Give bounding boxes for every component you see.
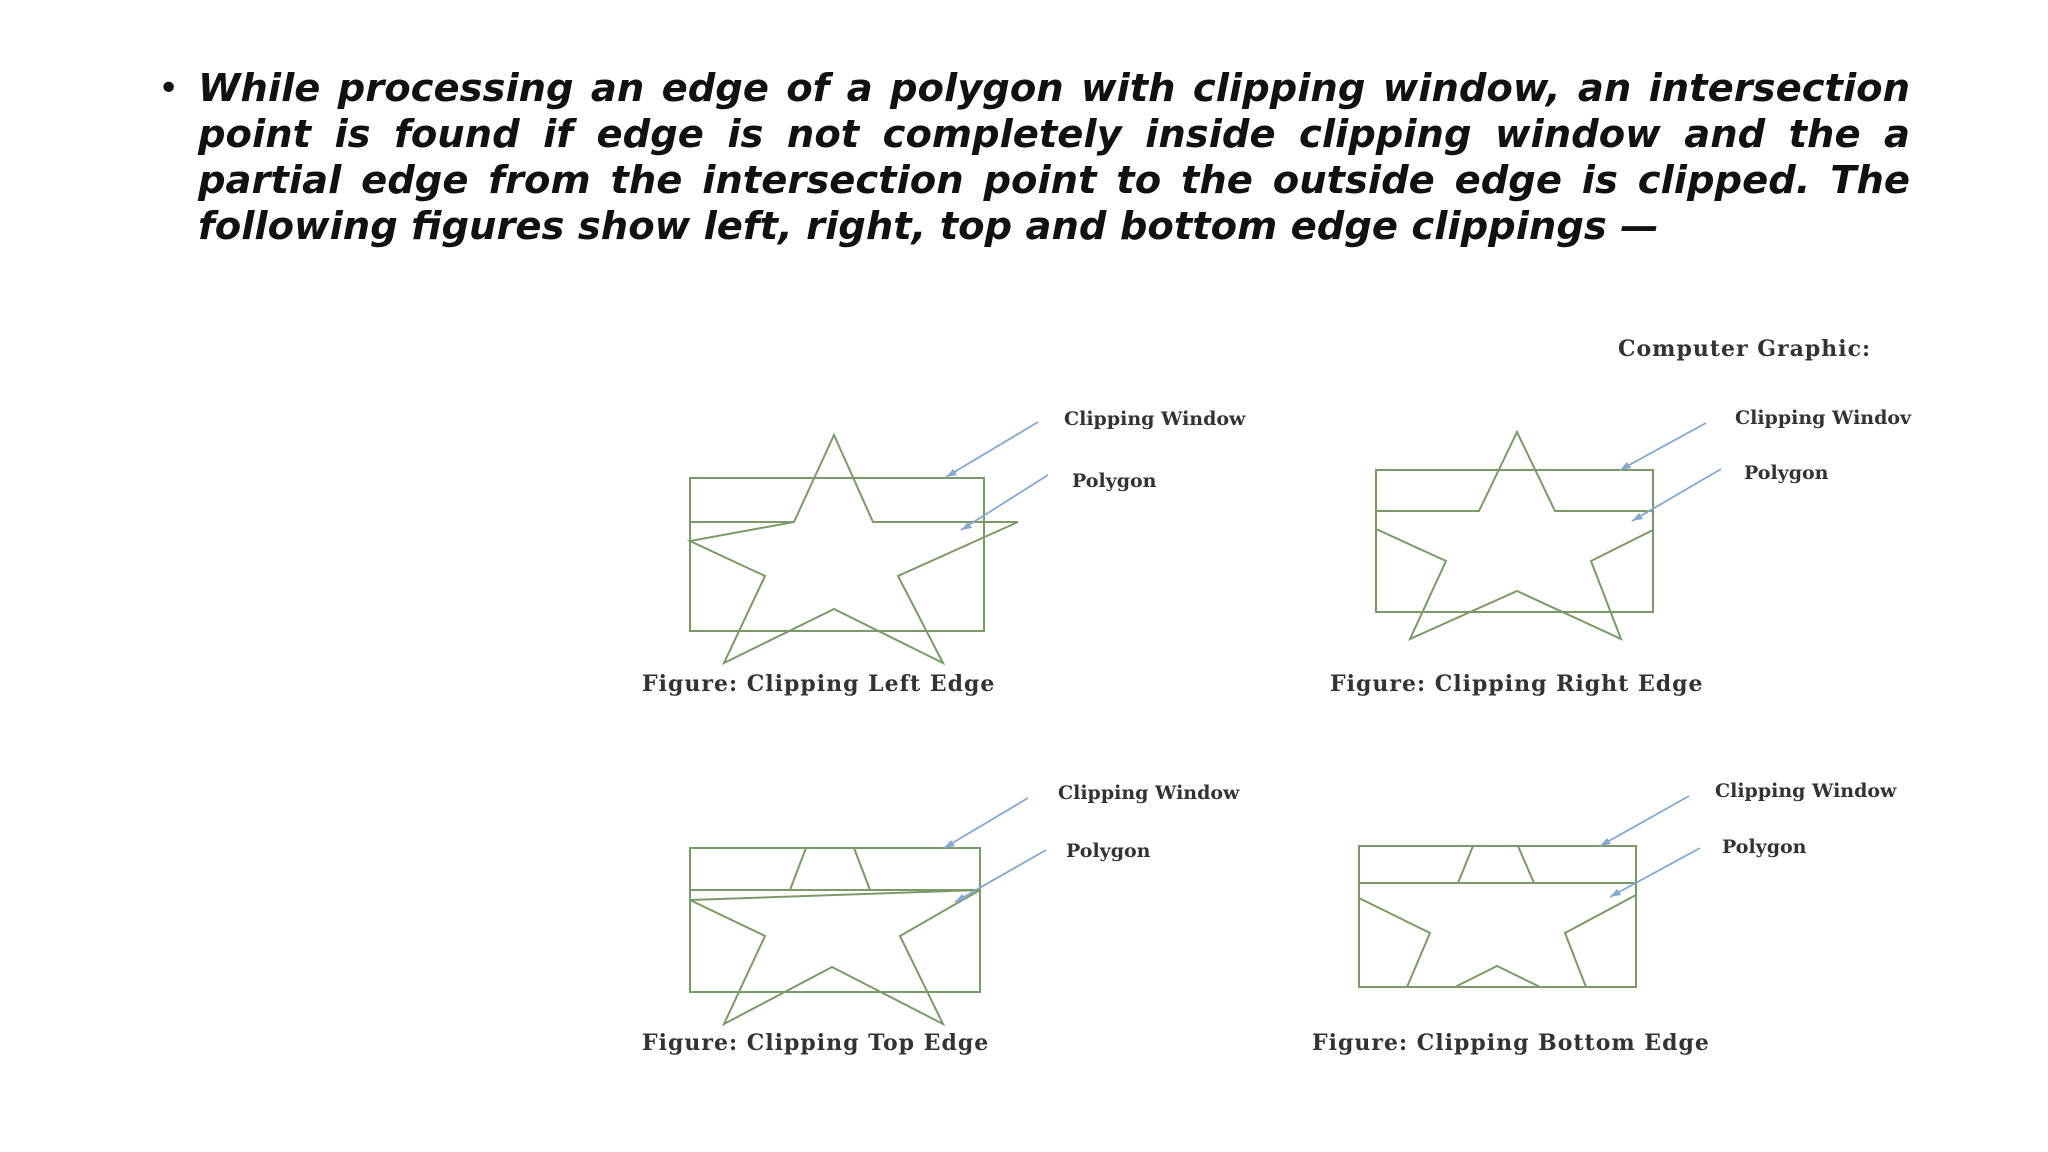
panel-left-edge: [642, 408, 1246, 697]
polygon-pointer-arrow: [1610, 848, 1700, 897]
arrow-head: [1620, 462, 1631, 470]
figure-caption: Figure: Clipping Left Edge: [642, 671, 996, 697]
polygon-edge: [1565, 895, 1636, 987]
window-label: Clipping Window: [1715, 780, 1897, 802]
figure-header: Computer Graphic:: [1618, 336, 1872, 362]
polygon-pointer-arrow: [955, 850, 1046, 902]
figure-caption: Figure: Clipping Top Edge: [642, 1030, 990, 1056]
clipping-window-rect: [1376, 470, 1653, 612]
polygon-star: [690, 890, 980, 1024]
polygon-edge: [1359, 898, 1430, 987]
window-pointer-arrow: [1620, 423, 1706, 470]
polygon-edge: [1518, 846, 1534, 883]
polygon-edge: [854, 848, 870, 890]
arrow-head: [944, 840, 955, 848]
window-label: Clipping Window: [1064, 408, 1246, 430]
figure-caption: Figure: Clipping Bottom Edge: [1312, 1030, 1710, 1056]
window-label: Clipping Windov: [1735, 407, 1912, 429]
panel-right-edge: [1330, 407, 1912, 697]
bullet-text: While processing an edge of a polygon with clipping window, an intersection point is found if edge is not completely inside clipping window and the a partial edge from the intersection point to the outside edge is clipped. The following figures show left, right, top and bottom edge clippings —: [198, 66, 1910, 249]
arrow-head: [946, 469, 957, 477]
polygon-label: Polygon: [1744, 462, 1829, 484]
arrow-head: [1632, 513, 1643, 521]
polygon-edge: [1458, 846, 1473, 883]
arrow-head: [955, 894, 966, 902]
polygon-edge: [1455, 966, 1540, 987]
clipping-window-rect: [690, 478, 984, 631]
arrow-head: [1610, 889, 1621, 897]
window-pointer-arrow: [946, 422, 1038, 477]
polygon-label: Polygon: [1066, 840, 1151, 862]
figure-caption: Figure: Clipping Right Edge: [1330, 671, 1704, 697]
bullet-marker: •: [158, 68, 180, 109]
panel-top-edge: [642, 782, 1240, 1056]
polygon-star: [690, 435, 1018, 663]
window-pointer-arrow: [1600, 796, 1689, 846]
window-pointer-arrow: [944, 798, 1028, 848]
polygon-edge: [790, 848, 806, 890]
arrow-head: [1600, 838, 1611, 846]
window-label: Clipping Window: [1058, 782, 1240, 804]
panel-bottom-edge: [1312, 780, 1897, 1056]
polygon-label: Polygon: [1072, 470, 1157, 492]
polygon-label: Polygon: [1722, 836, 1807, 858]
polygon-pointer-arrow: [1632, 469, 1721, 521]
polygon-star: [1376, 432, 1653, 639]
